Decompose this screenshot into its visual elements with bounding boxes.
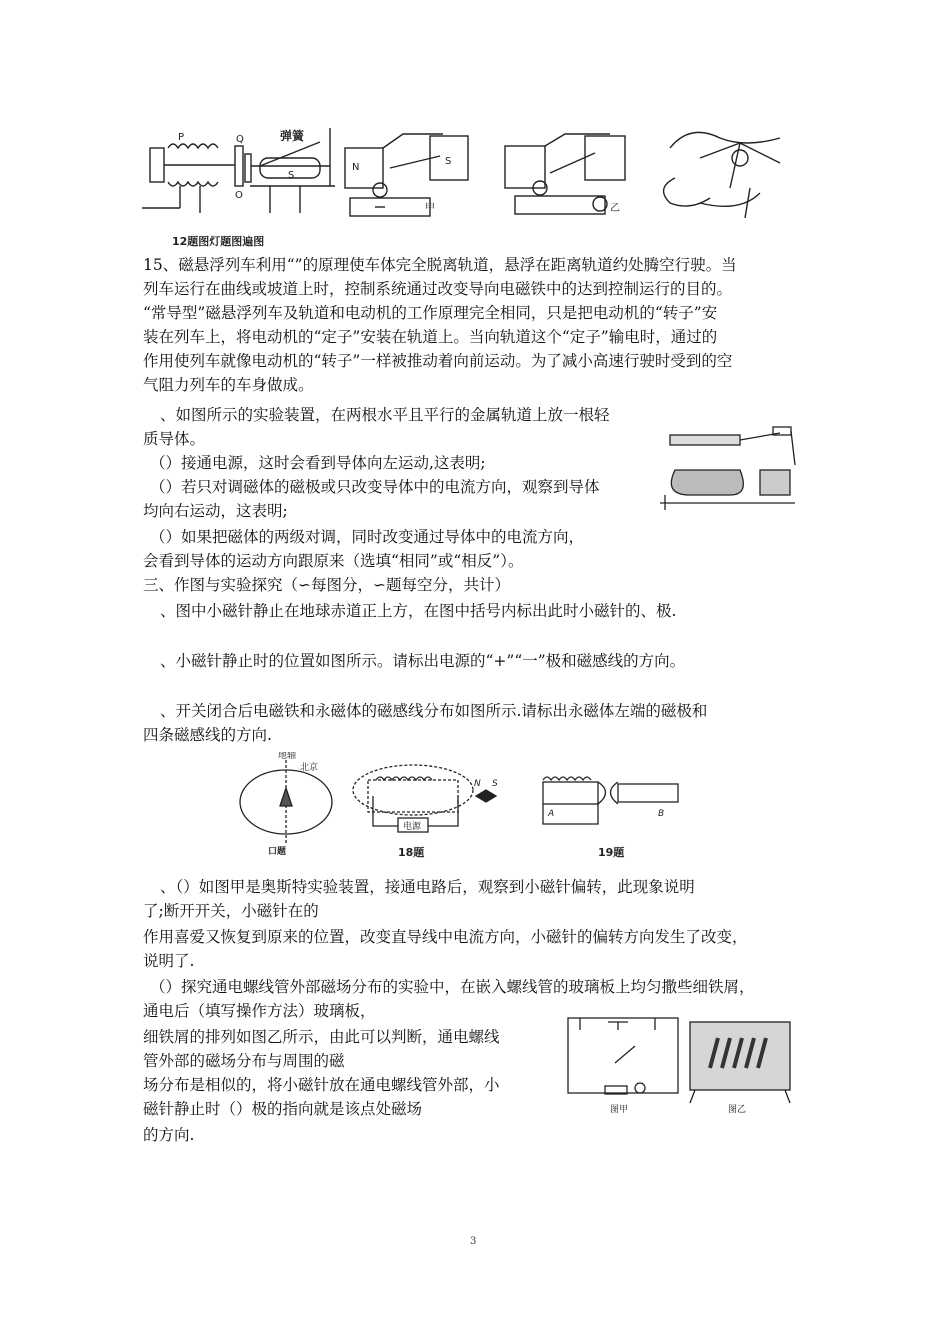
label-beijing: 北京 <box>300 763 319 773</box>
text-line-25: 细铁屑的排列如图乙所示，由此可以判断，通电螺线 <box>143 1028 500 1046</box>
magnetism-figures-17-19 <box>238 752 698 862</box>
text-line-5: 作用使列车就像电动机的“转子”一样被推动着向前运动。为了减小高速行驶时受到的空 <box>143 352 733 370</box>
label-n: N <box>474 779 481 789</box>
text-line-6: 气阻力列车的车身做成。 <box>143 376 314 394</box>
text-line-18: 四条磁感线的方向. <box>143 726 272 744</box>
text-line-29: 的方向. <box>143 1126 195 1144</box>
label-jia: 甲 <box>425 203 435 214</box>
text-line-24: 通电后（填写操作方法）玻璃板， <box>143 1002 376 1020</box>
page-number: 3 <box>470 1236 477 1247</box>
text-line-12: （）如果把磁体的两级对调，同时改变通过导体中的电流方向， <box>150 528 585 546</box>
text-line-26: 管外部的磁场分布与周围的磁 <box>143 1052 345 1070</box>
text-line-13: 会看到导体的运动方向跟原来（选填“相同”或“相反”）。 <box>143 552 524 570</box>
text-line-3: “常导型”磁悬浮列车及轨道和电动机的工作原理完全相同，只是把电动机的“转子”安 <box>143 304 718 322</box>
label-s: S <box>492 779 498 789</box>
caption-yi: 图乙 <box>728 1105 747 1115</box>
text-line-21: 作用喜爱又恢复到原来的位置，改变直导线中电流方向，小磁针的偏转方向发生了改变， <box>143 928 748 946</box>
label-o: O <box>235 190 243 201</box>
text-line-23: （）探究通电螺线管外部磁场分布的实验中，在嵌入螺线管的玻璃板上均匀撒些细铁屑， <box>150 978 755 996</box>
text-line-11: 均向右运动，这表明; <box>143 502 288 520</box>
text-line-10: （）若只对调磁体的磁极或只改变导体中的电流方向，观察到导体 <box>150 478 600 496</box>
label-p: P <box>178 132 185 143</box>
text-line-4: 装在列车上，将电动机的“定子”安装在轨道上。当向轨道这个“定子”输电时，通过的 <box>143 328 718 346</box>
text-line-15: 、图中小磁针静止在地球赤道正上方，在图中括号内标出此时小磁针的、极. <box>160 602 677 620</box>
top-figure-strip <box>140 118 820 228</box>
label-s2: S <box>445 156 452 167</box>
text-line-8: 质导体。 <box>143 430 206 448</box>
label-q: Q <box>236 134 244 145</box>
text-line-2: 列车运行在曲线或坡道上时，控制系统通过改变导向电磁铁中的达到控制运行的目的。 <box>143 280 733 298</box>
rail-apparatus-figure <box>655 425 805 515</box>
figure-caption-12: 12题图灯题图遍图 <box>172 235 265 248</box>
text-line-17: 、开关闭合后电磁铁和永磁体的磁感线分布如图所示.请标出永磁体左端的磁极和 <box>160 702 708 720</box>
section-heading: 三、作图与实验探究（∽每图分，∽题每空分，共计） <box>143 576 510 594</box>
experiment-figures-12 <box>140 118 820 228</box>
text-line-27: 场分布是相似的，将小磁针放在通电螺线管外部，小 <box>143 1076 500 1094</box>
caption-18: 18题 <box>398 846 425 859</box>
text-line-20: 了;断开开关，小磁针在的 <box>143 902 319 920</box>
caption-17: 口题 <box>268 847 287 857</box>
text-line-28: 磁针静止时（）极的指向就是该点处磁场 <box>143 1100 423 1118</box>
label-spring: 弹簧 <box>280 129 305 143</box>
oersted-solenoid-figure <box>560 1008 800 1118</box>
text-line-1: 15、磁悬浮列车利用“”的原理使车体完全脱离轨道，悬浮在距离轨道约处腾空行驶。当 <box>143 256 737 274</box>
label-s: S <box>288 170 295 181</box>
label-a: A <box>548 809 555 819</box>
text-line-19: 、（）如图甲是奥斯特实验装置，接通电路后，观察到小磁针偏转，此现象说明 <box>160 878 695 896</box>
text-line-7: 、如图所示的实验装置，在两根水平且平行的金属轨道上放一根轻 <box>160 406 610 424</box>
text-line-16: 、小磁针静止时的位置如图所示。请标出电源的“+”“一”极和磁感线的方向。 <box>160 652 686 670</box>
text-line-22: 说明了. <box>143 952 195 970</box>
text-line-9: （）接通电源，这时会看到导体向左运动,这表明; <box>150 454 486 472</box>
caption-19: 19题 <box>598 846 625 859</box>
caption-jia: 图甲 <box>610 1105 629 1115</box>
label-yi: 乙 <box>610 203 620 214</box>
label-earth-axis: 地轴 <box>278 752 297 761</box>
label-n: N <box>352 162 360 173</box>
label-b: B <box>658 809 665 819</box>
label-power: 电源 <box>403 822 422 832</box>
